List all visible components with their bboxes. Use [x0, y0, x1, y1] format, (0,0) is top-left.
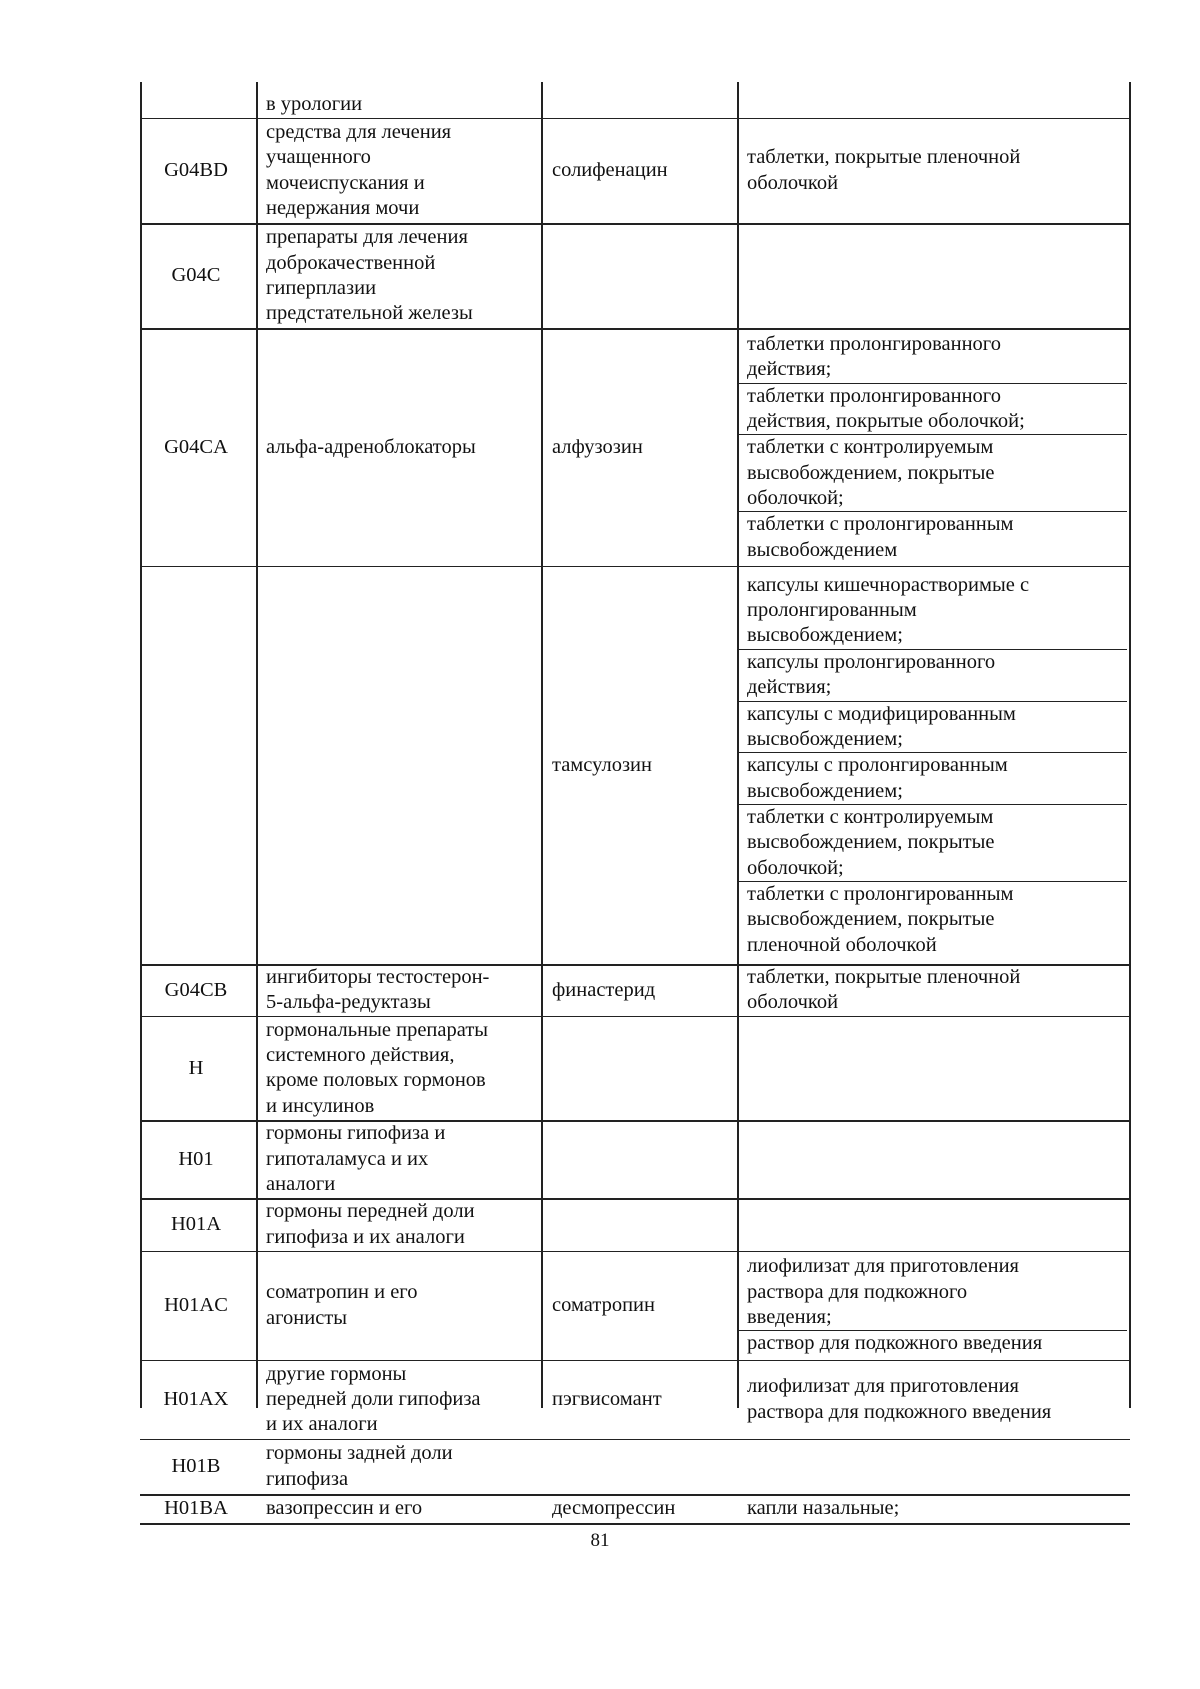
dosage-form: таблетки, покрытые пленочной оболочкой	[747, 966, 1021, 1014]
group-description: гормональные препараты системного действия, кроме половых гормонов и инсулинов	[266, 1018, 489, 1117]
group-description: гормоны гипофиза и гипоталамуса и их аналоги	[266, 1122, 446, 1196]
drug-name: финастерид	[552, 978, 656, 1001]
table-row	[140, 91, 1130, 117]
atc-code: G04C	[171, 264, 221, 287]
dosage-forms	[737, 329, 1127, 566]
table-row	[140, 1439, 1130, 1493]
dosage-forms	[737, 965, 1127, 1016]
group-description: гормоны передней доли гипофиза и их аналоги	[266, 1200, 475, 1248]
dosage-form: таблетки, покрытые пленочной оболочкой	[747, 146, 1021, 194]
dosage-form: таблетки пролонгированного действия;	[737, 332, 1127, 384]
group-description: в урологии	[266, 92, 363, 115]
table-row	[140, 119, 1130, 223]
group-description	[257, 567, 534, 964]
drug-name: десмопрессин	[552, 1497, 676, 1520]
atc-code: H01A	[170, 1213, 222, 1236]
group-description: гормоны задней доли гипофиза	[266, 1442, 453, 1490]
group-description: альфа-адреноблокаторы	[266, 435, 476, 458]
atc-code: H01AC	[164, 1293, 228, 1316]
atc-code: G04BD	[164, 159, 228, 182]
table-row	[140, 965, 1130, 1016]
dosage-forms	[737, 119, 1127, 223]
table-row	[140, 329, 1130, 566]
table-row	[140, 1495, 1130, 1523]
dosage-form: капсулы пролонгированного действия;	[737, 650, 1127, 702]
table-row	[140, 1361, 1130, 1439]
table-row	[140, 1252, 1130, 1360]
atc-code: G04CB	[164, 978, 228, 1001]
table-bottom-border	[140, 1523, 1130, 1525]
drug-name: тамсулозин	[552, 753, 652, 776]
atc-code: H01AX	[163, 1387, 229, 1410]
atc-code: H01BA	[164, 1497, 228, 1520]
dosage-forms	[737, 567, 1127, 964]
group-description: ингибиторы тестостерон- 5-альфа-редуктазы	[266, 966, 490, 1014]
atc-code: H	[188, 1056, 204, 1079]
dosage-form: капсулы с пролонгированным высвобождением;	[737, 753, 1127, 805]
dosage-forms	[737, 1361, 1127, 1439]
group-description: средства для лечения учащенного мочеиспускания и недержания мочи	[266, 121, 452, 220]
dosage-form: таблетки с пролонгированным высвобождением, покрытые пленочной оболочкой	[747, 883, 1014, 956]
dosage-form: таблетки с контролируемым высвобождением, покрытые оболочкой;	[737, 435, 1127, 512]
table-row	[140, 1017, 1130, 1120]
dosage-forms	[737, 1495, 1127, 1523]
dosage-form: капсулы кишечнорастворимые с пролонгированным высвобождением;	[737, 573, 1127, 650]
atc-code: H01	[178, 1147, 214, 1170]
page-number: 81	[590, 1530, 610, 1551]
dosage-form: таблетки с контролируемым высвобождением, покрытые оболочкой;	[737, 805, 1127, 882]
dosage-form: таблетки пролонгированного действия, покрытые оболочкой;	[737, 384, 1127, 436]
table-row	[140, 567, 1130, 964]
drug-name: алфузозин	[552, 435, 643, 458]
drug-name: солифенацин	[552, 159, 668, 182]
dosage-form: капсулы с модифицированным высвобождением;	[737, 702, 1127, 754]
group-description: соматропин и его агонисты	[266, 1281, 418, 1329]
table-row	[140, 1121, 1130, 1198]
drug-name: соматропин	[552, 1293, 655, 1316]
dosage-forms	[737, 1252, 1127, 1360]
atc-code: G04CA	[164, 435, 228, 458]
dosage-form: таблетки с пролонгированным высвобождением	[747, 513, 1014, 561]
atc-code: H01B	[171, 1455, 221, 1478]
table-row	[140, 1199, 1130, 1251]
atc-code	[140, 567, 252, 964]
dosage-form: капли назальные;	[747, 1497, 900, 1520]
drug-name: пэгвисомант	[552, 1387, 662, 1410]
dosage-form: лиофилизат для приготовления раствора для подкожного введения;	[737, 1254, 1127, 1331]
dosage-form: раствор для подкожного введения	[747, 1332, 1043, 1355]
table-row	[140, 224, 1130, 328]
group-description: вазопрессин и его	[266, 1497, 423, 1520]
dosage-form: лиофилизат для приготовления раствора для подкожного введения	[747, 1375, 1052, 1423]
group-description: препараты для лечения доброкачественной гиперплазии предстательной железы	[266, 226, 473, 325]
atc-code	[140, 91, 252, 117]
group-description: другие гормоны передней доли гипофиза и их аналоги	[266, 1362, 481, 1436]
